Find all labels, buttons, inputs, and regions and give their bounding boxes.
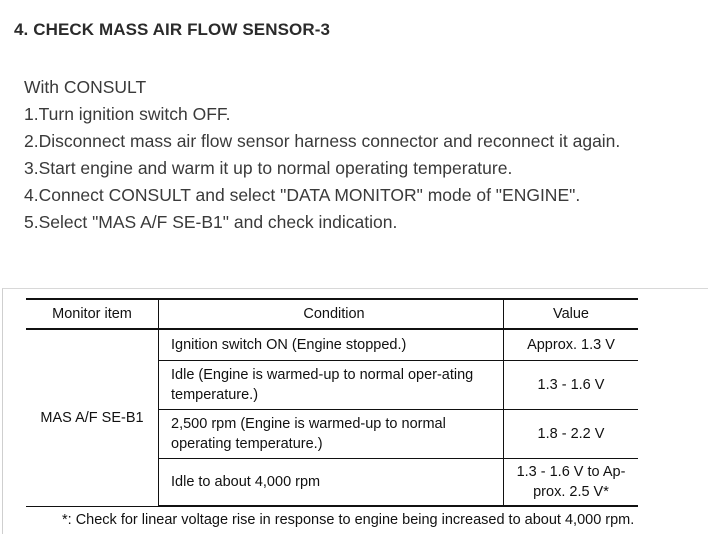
value-cell: 1.3 - 1.6 V — [504, 360, 639, 409]
header-condition: Condition — [159, 299, 504, 329]
procedure-step-5: 5.Select "MAS A/F SE-B1" and check indication. — [24, 212, 398, 232]
value-cell: Approx. 1.3 V — [504, 329, 639, 360]
section-heading: 4. CHECK MASS AIR FLOW SENSOR-3 — [14, 20, 331, 39]
condition-cell: 2,500 rpm (Engine is warmed-up to normal operating temperature.) — [159, 409, 504, 458]
procedure-step-1: 1.Turn ignition switch OFF. — [24, 104, 231, 124]
header-value: Value — [504, 299, 639, 329]
procedure-steps — [24, 74, 620, 236]
spec-table — [26, 298, 638, 507]
value-cell: 1.8 - 2.2 V — [504, 409, 639, 458]
table-row — [26, 329, 638, 360]
monitor-item-cell: MAS A/F SE-B1 — [26, 329, 159, 506]
condition-cell: Ignition switch ON (Engine stopped.) — [159, 329, 504, 360]
condition-cell: Idle (Engine is warmed-up to normal oper-ating temperature.) — [159, 360, 504, 409]
condition-cell: Idle to about 4,000 rpm — [159, 458, 504, 506]
procedure-intro: With CONSULT — [24, 77, 147, 97]
table-header-row — [26, 299, 638, 329]
header-monitor-item: Monitor item — [26, 299, 159, 329]
footnote: *: Check for linear voltage rise in response to engine being increased to about 4,000 rpm. — [62, 512, 635, 528]
procedure-step-4: 4.Connect CONSULT and select "DATA MONITOR" mode of "ENGINE". — [24, 185, 581, 205]
procedure-step-2: 2.Disconnect mass air flow sensor harness connector and reconnect it again. — [24, 131, 621, 151]
value-cell: 1.3 - 1.6 V to Ap-prox. 2.5 V* — [504, 458, 639, 506]
procedure-step-3: 3.Start engine and warm it up to normal operating temperature. — [24, 158, 513, 178]
